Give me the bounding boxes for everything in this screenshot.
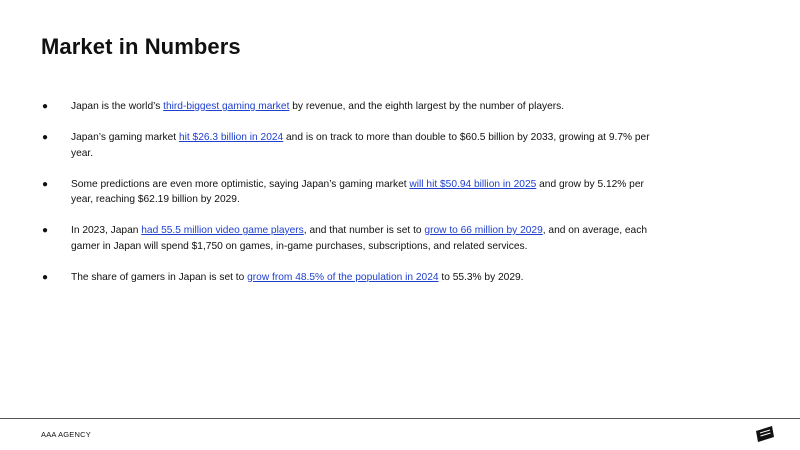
- link-third-biggest-gaming-market[interactable]: third-biggest gaming market: [163, 101, 290, 112]
- footer-divider: [0, 418, 800, 419]
- link-grow-to-66-million[interactable]: grow to 66 million by 2029: [424, 225, 543, 236]
- bullet-text: Some predictions are even more optimistic, saying Japan’s gaming market: [71, 178, 410, 190]
- link-55-5-million-players[interactable]: had 55.5 million video game players: [141, 225, 304, 236]
- aaa-agency-logo-icon: [755, 425, 775, 443]
- list-item: [41, 223, 661, 254]
- link-hit-26-3-billion[interactable]: hit $26.3 billion in 2024: [178, 132, 284, 143]
- list-item: [41, 130, 661, 161]
- bullet-text: In 2023, Japan: [71, 225, 142, 236]
- bullet-text: , and that number is set to: [303, 225, 425, 236]
- bullet-text: The share of gamers in Japan is set to: [71, 271, 248, 283]
- bullet-text: , and on average, each gamer in Japan will spend $1,750 on games, in-game purchases, subscriptions, and related services.: [71, 225, 647, 252]
- bullet-text: by revenue, and the eighth largest by the number of players.: [289, 101, 565, 112]
- link-will-hit-50-94-billion[interactable]: will hit $50.94 billion in 2025: [409, 178, 537, 190]
- bullet-list: [41, 99, 661, 301]
- list-item: [41, 270, 661, 286]
- list-item: [41, 177, 661, 208]
- link-grow-from-48-5-percent[interactable]: grow from 48.5% of the population in 2024: [247, 271, 439, 283]
- bullet-dot: ●: [42, 178, 49, 190]
- bullet-text: to 55.3% by 2029.: [438, 271, 524, 283]
- list-item: [41, 99, 661, 115]
- bullet-text: Japan is the world’s: [71, 101, 164, 112]
- bullet-text: Japan’s gaming market: [71, 132, 179, 143]
- bullet-dot: ●: [42, 132, 49, 143]
- bullet-text: and grow by 5.12% per year, reaching $62.19 billion by 2029.: [71, 178, 644, 205]
- bullet-dot: ●: [42, 225, 49, 236]
- bullet-dot: ●: [42, 101, 49, 112]
- footer-agency-name: AAA AGENCY: [41, 430, 91, 439]
- page-title: Market in Numbers: [41, 34, 241, 59]
- bullet-dot: ●: [42, 271, 49, 283]
- bullet-text: and is on track to more than double to $60.5 billion by 2033, growing at 9.7% per year.: [71, 132, 650, 159]
